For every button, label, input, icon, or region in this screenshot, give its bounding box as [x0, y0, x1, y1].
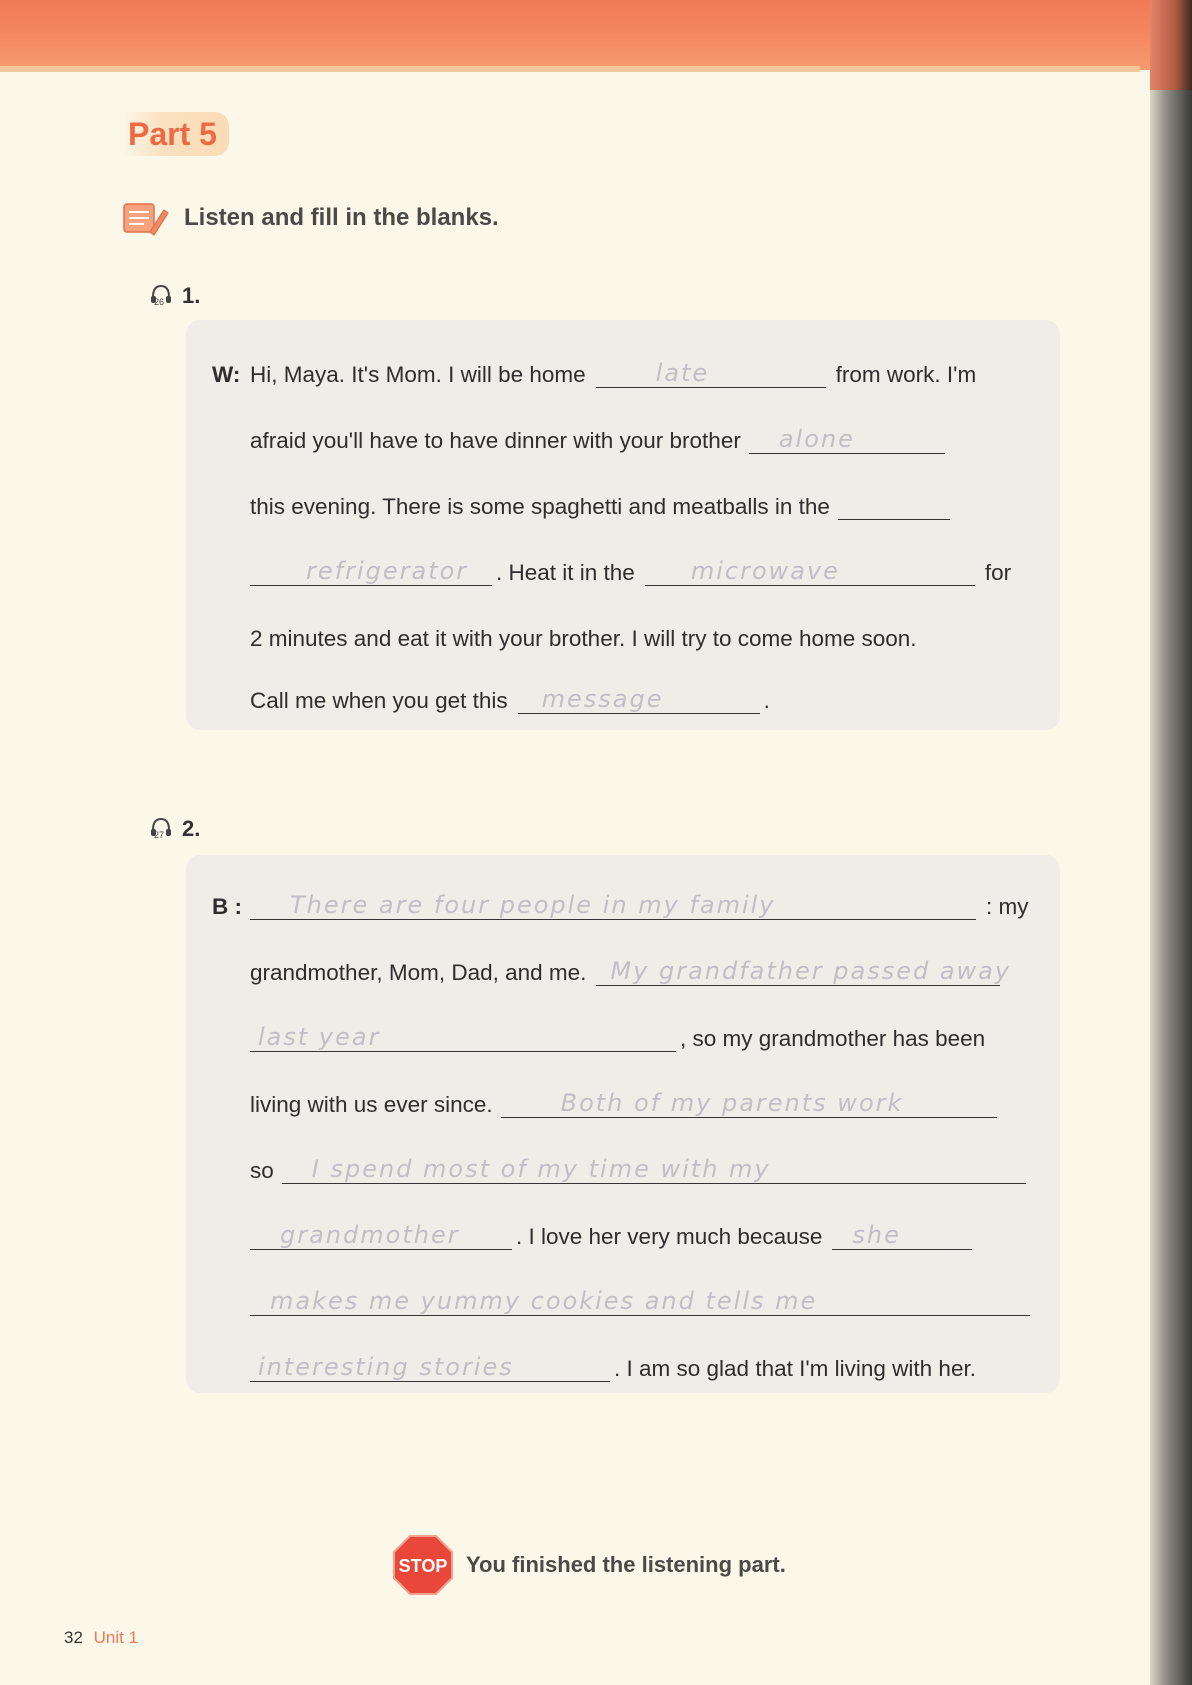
track-number: 27	[154, 830, 165, 840]
instruction	[120, 198, 499, 238]
answer-blank[interactable]: microwave	[645, 557, 975, 586]
q1-line-2: afraid you'll have to have dinner with your brother alone	[250, 414, 1035, 454]
answer-blank[interactable]: last year	[250, 1023, 676, 1052]
q2-line-5: so I spend most of my time with my	[250, 1144, 1035, 1184]
answer-blank[interactable]: alone	[749, 425, 945, 454]
stop-text: You finished the listening part.	[466, 1552, 786, 1577]
q1-line-4: refrigerator . Heat it in the microwave for	[250, 546, 1035, 586]
q1-line-5: 2 minutes and eat it with your brother. I will try to come home soon.	[250, 626, 917, 651]
unit-label: Unit 1	[93, 1628, 139, 1647]
track-number: 26	[154, 297, 165, 307]
page-binding-edge	[1150, 0, 1192, 1685]
q2-line-4: living with us ever since. Both of my parents work	[250, 1078, 1035, 1118]
answer-blank[interactable]: Both of my parents work	[501, 1089, 997, 1118]
answer-blank[interactable]: refrigerator	[250, 557, 492, 586]
answer-blank[interactable]: she	[832, 1221, 972, 1250]
question-1-number: 26 1.	[150, 283, 200, 309]
answer-blank[interactable]: My grandfather passed away	[596, 957, 1000, 986]
page-number: 32	[64, 1628, 83, 1647]
top-band-divider	[0, 66, 1140, 72]
speaker-label: B :	[212, 894, 242, 919]
answer-blank[interactable]: message	[518, 685, 760, 714]
pencil-paper-icon	[120, 198, 170, 238]
part-title: Part 5	[120, 112, 229, 156]
instruction-text: Listen and fill in the blanks.	[184, 204, 499, 231]
top-decorative-band	[0, 0, 1192, 70]
q1-line-1: W: Hi, Maya. It's Mom. I will be home late from work. I'm	[212, 359, 977, 387]
answer-blank[interactable]: grandmother	[250, 1221, 512, 1250]
q2-line-8: interesting stories . I am so glad that I'm living with her.	[250, 1342, 1035, 1382]
answer-blank[interactable]: There are four people in my family	[250, 891, 976, 920]
answer-blank[interactable]: I spend most of my time with my	[282, 1155, 1026, 1184]
page-footer	[64, 1628, 138, 1648]
svg-text:STOP: STOP	[398, 1556, 448, 1576]
answer-blank[interactable]: late	[596, 359, 826, 388]
q2-line-6: grandmother . I love her very much because she	[250, 1210, 1035, 1250]
q2-line-7	[250, 1276, 1035, 1316]
q2-line-1: B : There are four people in my family : my	[212, 891, 1029, 919]
speaker-label: W:	[212, 362, 241, 387]
answer-blank[interactable]	[838, 491, 950, 520]
q1-line-6: Call me when you get this message .	[250, 685, 770, 713]
page-binding-edge-top	[1150, 0, 1192, 90]
stop-notice	[392, 1534, 786, 1596]
stop-sign-icon	[392, 1534, 454, 1596]
answer-blank[interactable]: interesting stories	[250, 1353, 610, 1382]
question-2-number: 27 2.	[150, 816, 200, 842]
q2-line-2: grandmother, Mom, Dad, and me. My grandfather passed away	[250, 957, 1012, 985]
q1-line-3: this evening. There is some spaghetti and meatballs in the	[250, 480, 1035, 520]
answer-blank[interactable]: makes me yummy cookies and tells me	[250, 1287, 1030, 1316]
q2-line-3: last year , so my grandmother has been	[250, 1012, 1035, 1052]
